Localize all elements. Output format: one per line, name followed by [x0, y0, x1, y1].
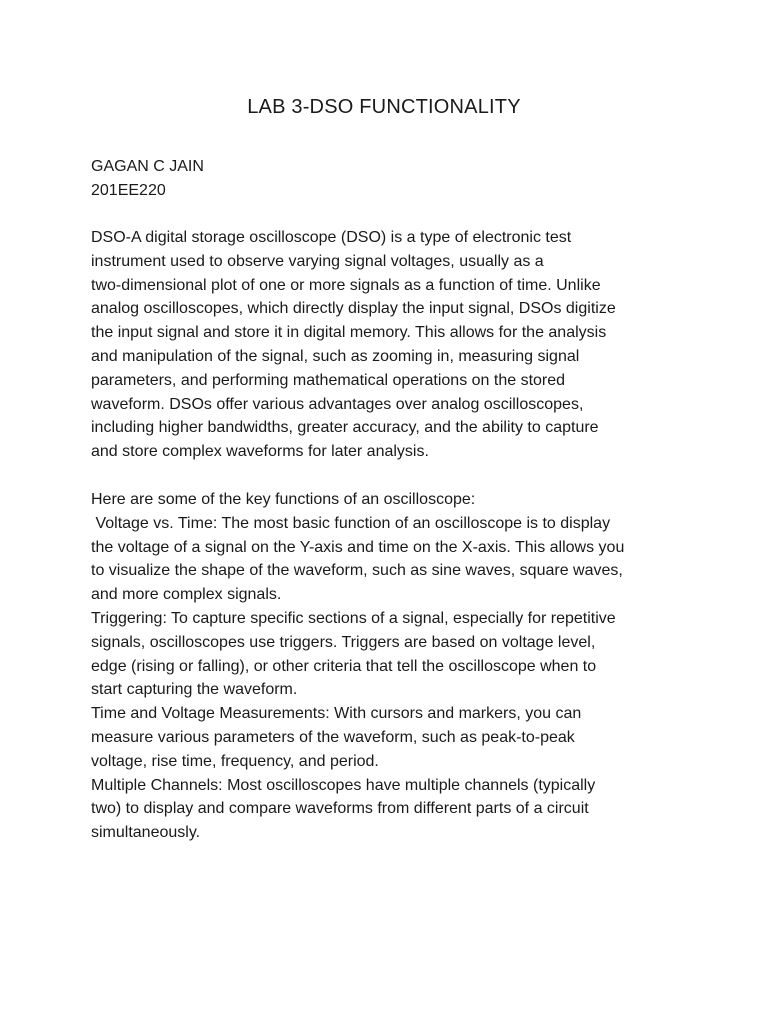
paragraph-line: and manipulation of the signal, such as zooming in, measuring signal — [91, 347, 580, 365]
paragraph-line: DSO-A digital storage oscilloscope (DSO) is a type of electronic test — [91, 229, 572, 246]
paragraph-line: the input signal and store it in digital memory. This allows for the analysis — [91, 324, 607, 342]
paragraph-line: parameters, and performing mathematical operations on the stored — [91, 371, 566, 389]
document-title: LAB 3-DSO FUNCTIONALITY — [247, 96, 521, 118]
paragraph-line: edge (rising or falling), or other criteria that tell the oscilloscope when to — [91, 657, 597, 675]
paragraph-line: two-dimensional plot of one or more signals as a function of time. Unlike — [91, 276, 601, 294]
paragraph-line: Multiple Channels: Most oscilloscopes have multiple channels (typically — [91, 776, 596, 794]
paragraph-line: instrument used to observe varying signal voltages, usually as a — [91, 252, 544, 270]
paragraph-line: Time and Voltage Measurements: With cursors and markers, you can — [91, 705, 582, 723]
paragraph-line: to visualize the shape of the waveform, such as sine waves, square waves, — [91, 562, 623, 580]
paragraph-line: start capturing the waveform. — [91, 681, 298, 699]
intro-paragraph — [91, 226, 691, 464]
paragraph-line: including higher bandwidths, greater accuracy, and the ability to capture — [91, 419, 599, 437]
paragraph-line: voltage, rise time, frequency, and period. — [91, 752, 379, 770]
paragraph-line: signals, oscilloscopes use triggers. Triggers are based on voltage level, — [91, 633, 596, 651]
functions-section — [91, 488, 691, 845]
paragraph-line: and more complex signals. — [91, 586, 282, 604]
paragraph-line: and store complex waveforms for later analysis. — [91, 443, 429, 461]
paragraph-line: Voltage vs. Time: The most basic function of an oscilloscope is to display — [91, 514, 611, 532]
paragraph-line: the voltage of a signal on the Y-axis and time on the X-axis. This allows you — [91, 538, 625, 556]
paragraph-line: Triggering: To capture specific sections of a signal, especially for repetitive — [91, 609, 616, 627]
author-name: GAGAN C JAIN — [91, 158, 204, 175]
paragraph-line: two) to display and compare waveforms from different parts of a circuit — [91, 800, 589, 818]
author-block — [91, 155, 691, 203]
author-id: 201EE220 — [91, 181, 166, 199]
functions-intro-line: Here are some of the key functions of an oscilloscope: — [91, 491, 476, 508]
paragraph-line: simultaneously. — [91, 824, 201, 842]
paragraph-line: waveform. DSOs offer various advantages over analog oscilloscopes, — [91, 395, 584, 413]
paragraph-line: analog oscilloscopes, which directly display the input signal, DSOs digitize — [91, 300, 616, 318]
paragraph-line: measure various parameters of the waveform, such as peak-to-peak — [91, 728, 575, 746]
